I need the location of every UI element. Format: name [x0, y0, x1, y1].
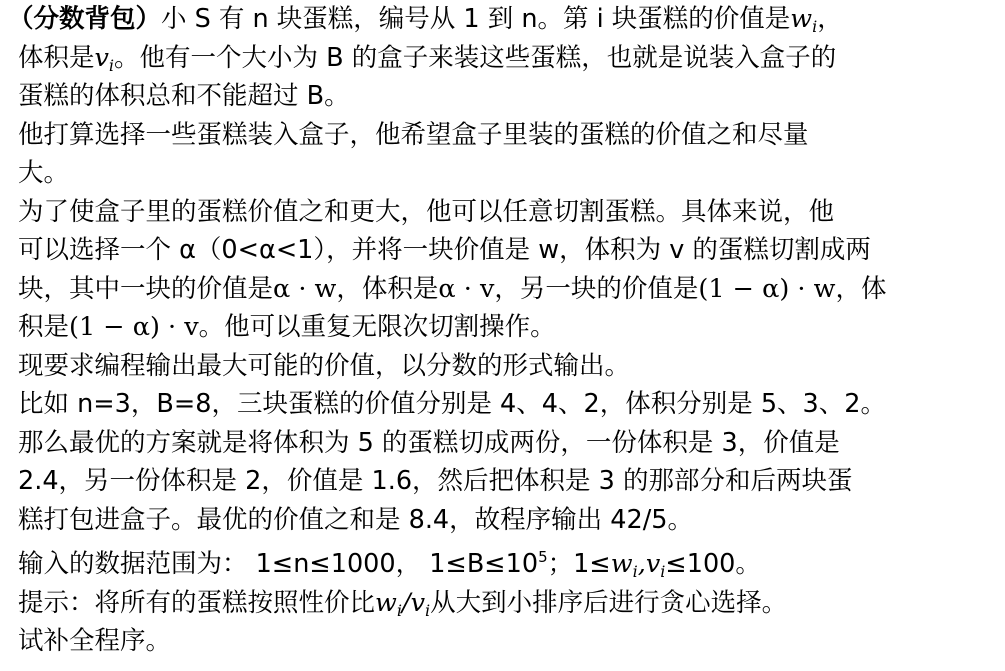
line-17: 试补全程序。	[18, 626, 172, 656]
math-wi-vi: $w_i,v_i$	[610, 549, 666, 581]
line-12: 那么最优的方案就是将体积为 5 的蛋糕切成两份，一份体积是 3，价值是	[18, 427, 840, 458]
problem-title: （分数背包）	[8, 4, 162, 34]
line-2: 体积是$v_i$。他有一个大小为 B 的盒子来装这些蛋糕，也就是说装入盒子的	[18, 42, 837, 75]
math-one-minus-alpha-w: (1 − α) · w	[698, 273, 836, 304]
math-one-minus-alpha-v: (1 − α) · v	[69, 312, 199, 342]
line-4: 他打算选择一些蛋糕装入盒子，他希望盒子里装的蛋糕的价值之和尽量	[18, 119, 809, 150]
math-v-i: $v_i$	[94, 42, 115, 75]
line-8: 块，其中一块的价值是α · w，体积是α · v，另一块的价值是(1 − α) · w，体	[18, 273, 887, 304]
line-6: 为了使盒子里的蛋糕价值之和更大，他可以任意切割蛋糕。具体来说，他	[18, 196, 835, 227]
line-14: 糕打包进盒子。最优的价值之和是 8.4，故程序输出 42/5。	[18, 504, 694, 535]
math-wi-over-vi: $w_i/v_i$	[375, 587, 431, 620]
line-10: 现要求编程输出最大可能的价值，以分数的形式输出。	[18, 350, 631, 381]
line-11: 比如 n=3，B=8，三块蛋糕的价值分别是 4、4、2，体积分别是 5、3、2。	[18, 389, 886, 419]
problem-statement	[8, 0, 993, 661]
line-1: （分数背包）小 S 有 n 块蛋糕，编号从 1 到 n。第 i 块蛋糕的价值是$w_i$，	[8, 4, 843, 36]
math-alpha-w: α · w	[273, 273, 337, 304]
line-3: 蛋糕的体积总和不能超过 B。	[18, 81, 350, 111]
line-5: 大。	[18, 158, 70, 188]
line-9: 积是(1 − α) · v。他可以重复无限次切割操作。	[18, 312, 556, 342]
line-15-input-range: 输入的数据范围为： 1≤n≤1000， $1\le B\le 10^5$；$1\le w_i,v_i\le 100$。	[18, 548, 761, 581]
line-16-hint: 提示：将所有的蛋糕按照性价比$w_i/v_i$从大到小排序后进行贪心选择。	[18, 587, 788, 620]
line-1-text: 小 S 有 n 块蛋糕，编号从 1 到 n。第 i 块蛋糕的价值是	[161, 4, 791, 34]
math-alpha-v: α · v	[438, 273, 495, 304]
math-w-i: $w_i$	[790, 4, 818, 36]
line-13: 2.4，另一份体积是 2，价值是 1.6，然后把体积是 3 的那部分和后两块蛋	[18, 466, 853, 496]
line-7: 可以选择一个 α（0<α<1），并将一块价值是 w，体积为 v 的蛋糕切割成两	[18, 235, 871, 265]
